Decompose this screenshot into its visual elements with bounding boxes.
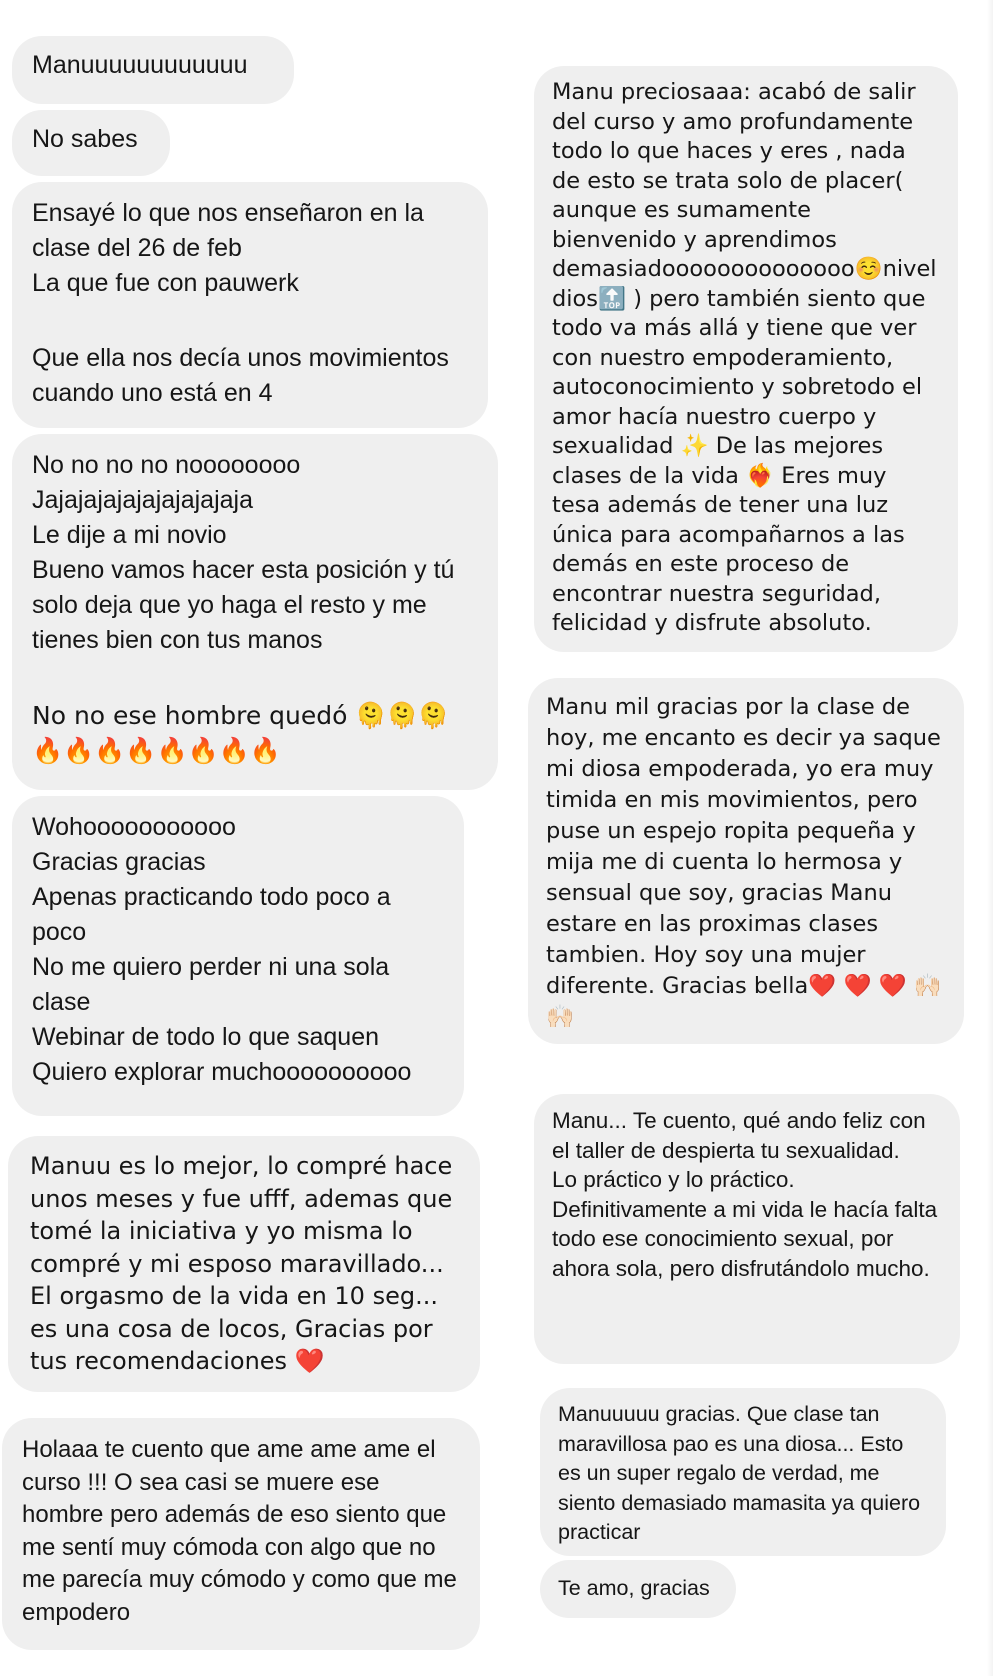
message-bubble[interactable]: [12, 36, 294, 104]
message-text: Ensayé lo que nos enseñaron en la clase del 26 de feb: [32, 199, 424, 262]
message-bubble[interactable]: [12, 434, 498, 790]
message-bubble[interactable]: [534, 66, 958, 652]
message-text: Apenas practicando todo poco a poco: [32, 883, 391, 946]
right-edge-shadow: [987, 0, 993, 1676]
message-bubble[interactable]: [534, 1094, 960, 1364]
message-text: Webinar de todo lo que saquen: [32, 1023, 380, 1051]
message-text: Manuuuuu gracias. Que clase tan maravillosa pao es una diosa... Esto es un super regalo de verdad, me siento demasiado mamasita ya quiero practicar: [558, 1402, 921, 1544]
message-bubble[interactable]: [12, 110, 170, 176]
message-bubble[interactable]: [2, 1418, 480, 1650]
message-text: Manu... Te cuento, qué ando feliz con el taller de despierta tu sexualidad.: [552, 1108, 926, 1163]
message-text: Que ella nos decía unos movimientos cuando uno está en 4: [32, 344, 449, 407]
message-text: Te amo, gracias: [558, 1576, 710, 1600]
message-text: Bueno vamos hacer esta posición y tú solo deja que yo haga el resto y me tienes bien con tus manos: [32, 556, 455, 654]
message-text: Lo práctico y lo práctico.: [552, 1167, 795, 1192]
message-text: Definitivamente a mi vida le hacía falta todo ese conocimiento sexual, por ahora sola, pero disfrutándolo mucho.: [552, 1196, 938, 1281]
message-text: Le dije a mi novio: [32, 521, 227, 549]
message-text: Quiero explorar muchoooooooooo: [32, 1058, 412, 1086]
message-text: La que fue con pauwerk: [32, 269, 299, 297]
message-bubble[interactable]: [8, 1136, 480, 1392]
message-bubble[interactable]: [12, 182, 488, 428]
message-text: Jajajajajajajajajajaja: [32, 486, 253, 514]
message-bubble[interactable]: [528, 678, 964, 1044]
message-text: No sabes: [32, 125, 138, 153]
message-text: No me quiero perder ni una sola clase: [32, 953, 390, 1016]
message-text: No no ese hombre quedó 🫠🫠🫠 🔥🔥🔥🔥🔥🔥🔥🔥: [32, 701, 449, 765]
message-text: No no no no noooooooo: [32, 451, 301, 479]
message-bubble[interactable]: [540, 1388, 946, 1556]
message-text: Holaaa te cuento que ame ame ame el curso !!! O sea casi se muere ese hombre pero además de eso siento que me sentí muy cómoda con algo que no me parecía muy cómodo y como que me empodero: [22, 1436, 457, 1626]
message-text: Manu preciosaaa: acabó de salir del curso y amo profundamente todo lo que haces y eres , nada de esto se trata solo de placer( aunque es sumamente bienvenido y aprendimos demasiadoooooooooooooo☺️nivel dios🔝 ) pero también siento que todo va más allá y tiene que ver con nuestro empoderamiento, autoconocimiento y sobretodo el amor hacía nuestro cuerpo y sexualidad ✨ De las mejores clases de la vida ❤️‍🔥 Eres muy tesa además de tener una luz única para acompañarnos a las demás en este proceso de encontrar nuestra seguridad, felicidad y disfrute absoluto.: [552, 79, 937, 636]
message-text: Wohooooooooooo: [32, 813, 236, 841]
message-text: Manuuuuuuuuuuuu: [32, 51, 248, 79]
message-bubble[interactable]: [540, 1560, 736, 1618]
message-text: Manu mil gracias por la clase de hoy, me encanto es decir ya saque mi diosa empoderada, yo era muy timida en mis movimientos, pero puse un espejo ropita pequeña y mija me di cuenta lo hermosa y sensual que soy, gracias Manu estare en las proximas clases tambien. Hoy soy una mujer diferente. Gracias bella❤️ ❤️ ❤️ 🙌🏻 🙌🏻: [546, 694, 942, 1030]
message-text: Gracias gracias: [32, 848, 206, 876]
message-bubble[interactable]: [12, 796, 464, 1116]
message-text: Manuu es lo mejor, lo compré hace unos meses y fue ufff, ademas que tomé la iniciativa y yo misma lo compré y mi esposo maravillado... El orgasmo de la vida en 10 seg... es una cosa de locos, Gracias por tus recomendaciones ❤️: [30, 1152, 453, 1375]
